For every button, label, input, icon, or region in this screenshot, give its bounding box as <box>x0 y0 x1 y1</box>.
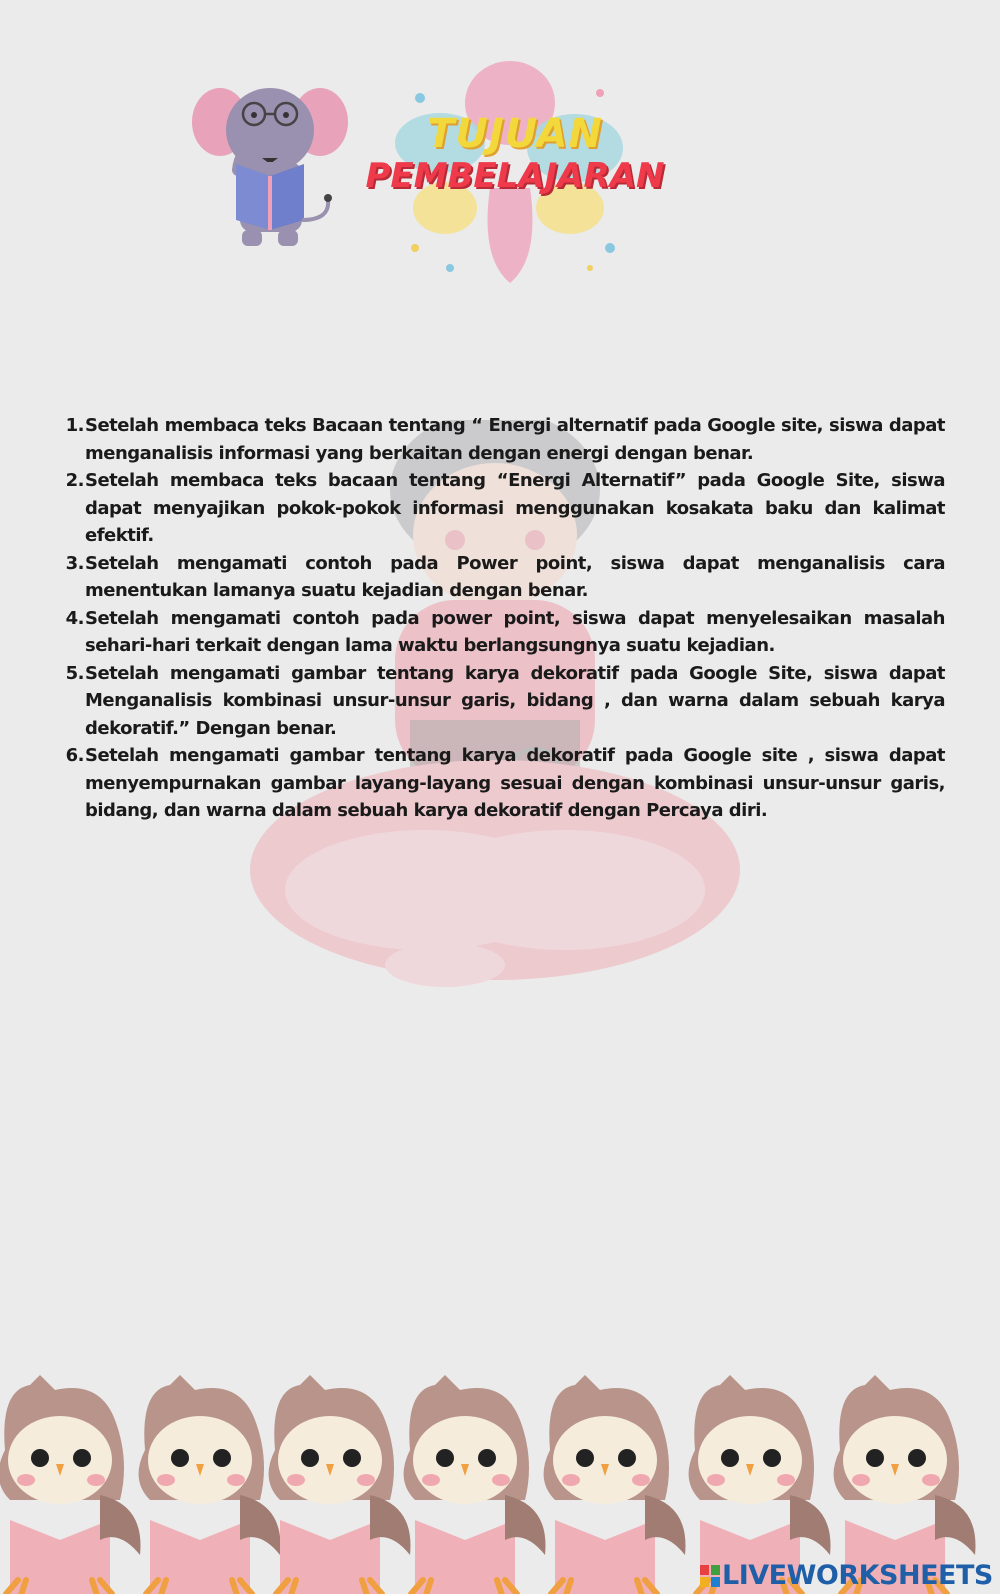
list-item <box>60 605 945 660</box>
list-item-number: 1. <box>65 415 84 436</box>
liveworksheets-badge-icon <box>700 1565 720 1587</box>
list-item <box>60 467 945 550</box>
elephant-reading-illustration <box>190 80 350 255</box>
list-item-number: 3. <box>65 552 84 574</box>
list-item <box>60 550 945 605</box>
list-item-number: 6. <box>65 745 84 766</box>
list-item <box>60 412 945 467</box>
list-item-text: Setelah membaca teks bacaan tentang “Energi Alternatif” pada Google Site, siswa dapat menyajikan pokok-pokok informasi menggunakan kosakata baku dan kalimat efektif. <box>85 470 945 546</box>
list-item-text: Setelah mengamati contoh pada Power point, siswa dapat menganalisis cara menentukan lamanya suatu kejadian dengan benar. <box>85 552 945 601</box>
title-tujuan: TUJUAN <box>427 111 603 157</box>
logo-text: LIVEWORKSHEETS <box>722 1560 993 1591</box>
list-item-number: 5. <box>65 662 84 684</box>
liveworksheets-logo[interactable] <box>700 1560 993 1591</box>
list-item-text: Setelah mengamati contoh pada power point, siswa dapat menyelesaikan masalah sehari-hari terkait dengan lama waktu berlangsungnya suatu kejadian. <box>85 607 945 656</box>
title-pembelajaran: PEMBELAJARAN <box>365 156 665 196</box>
list-item-text: Setelah mengamati gambar tentang karya dekoratif pada Google Site, siswa dapat Menganalisis kombinasi unsur-unsur garis, bidang , dan warna dalam sebuah karya dekoratif.” Dengan benar. <box>85 662 945 739</box>
list-item-text: Setelah mengamati gambar tentang karya dekoratif pada Google site , siswa dapat menyempurnakan gambar layang-layang sesuai dengan kombinasi unsur-unsur garis, bidang, dan warna dalam sebuah karya dekoratif dengan Percaya diri. <box>85 745 945 821</box>
list-item-text: Setelah membaca teks Bacaan tentang “ Energi alternatif pada Google site, siswa dapat menganalisis informasi yang berkaitan dengan energi dengan benar. <box>85 415 945 464</box>
list-item-number: 4. <box>65 607 84 629</box>
list-item-number: 2. <box>65 470 84 491</box>
list-item <box>60 660 945 743</box>
title-block <box>360 112 670 196</box>
list-item <box>60 742 945 825</box>
learning-objectives-list <box>60 412 945 825</box>
